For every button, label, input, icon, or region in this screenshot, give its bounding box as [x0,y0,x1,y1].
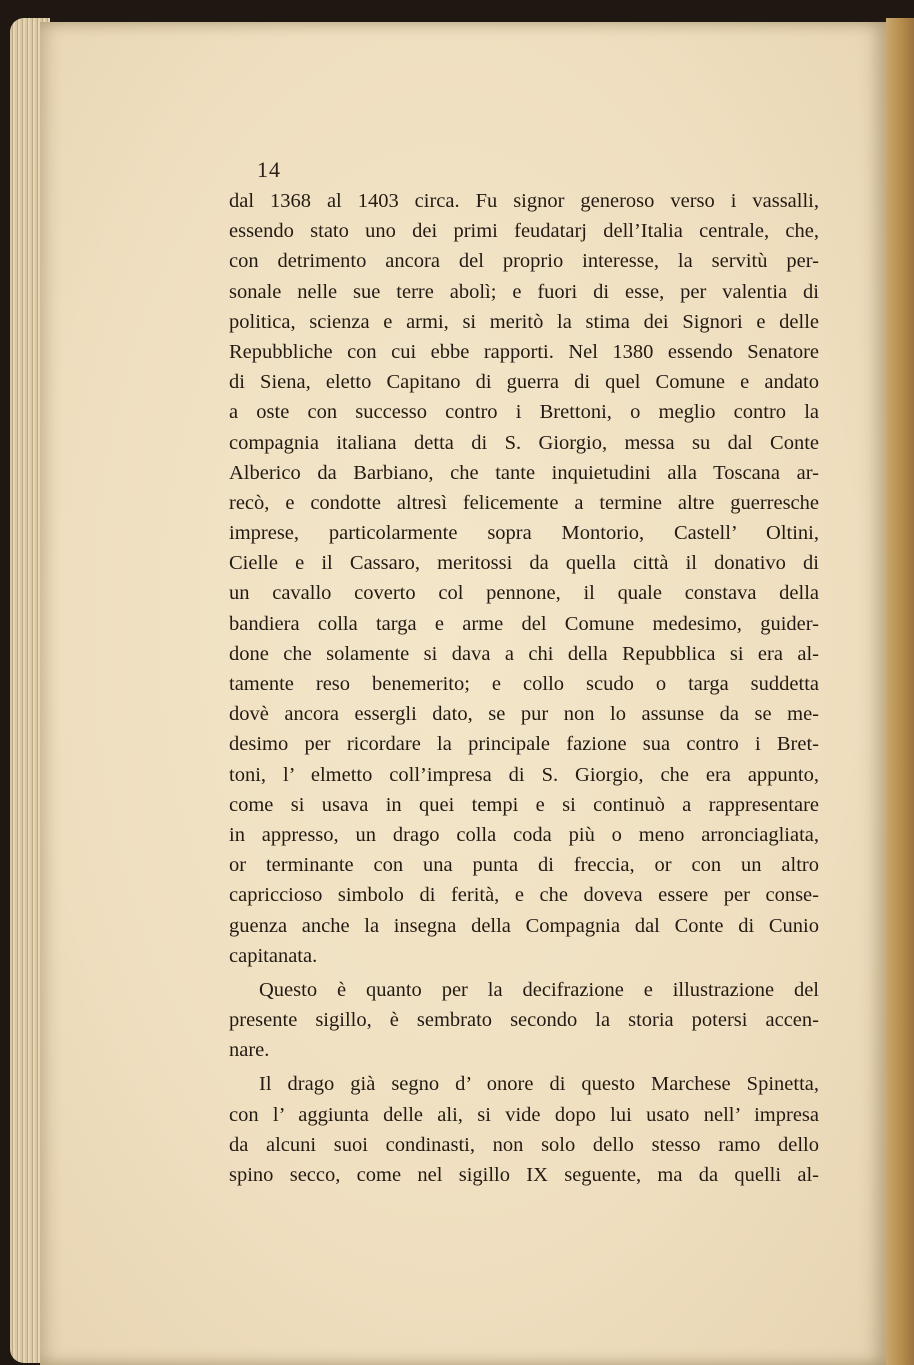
text-line: presente sigillo, è sembrato secondo la storia potersi accen- [229,1009,819,1032]
paragraph-1 [229,186,819,971]
text-line: Cielle e il Cassaro, meritossi da quella città il donativo di [229,552,819,575]
text-line: toni, l’ elmetto coll’impresa di S. Giorgio, che era appunto, [229,763,819,786]
text-line: imprese, particolarmente sopra Montorio, Castell’ Oltini, [229,522,819,545]
text-line: capriccioso simbolo di ferità, e che doveva essere per conse- [229,884,819,907]
text-line: da alcuni suoi condinasti, non solo dello stesso ramo dello [229,1133,819,1156]
paragraph-2 [229,975,819,1066]
text-line: done che solamente si dava a chi della Repubblica si era al- [229,642,819,665]
body-text [229,186,819,1190]
text-line: con detrimento ancora del proprio interesse, la servitù per- [229,250,819,273]
text-line: politica, scienza e armi, si meritò la stima dei Signori e delle [229,310,819,333]
text-line: Questo è quanto per la decifrazione e illustrazione del [259,978,819,1001]
text-line: compagnia italiana detta di S. Giorgio, messa su dal Conte [229,431,819,454]
paragraph-3 [229,1069,819,1190]
text-line: bandiera colla targa e arme del Comune medesimo, guider- [229,612,819,635]
text-line: un cavallo coverto col pennone, il quale constava della [229,582,819,605]
text-line: essendo stato uno dei primi feudatarj dell’Italia centrale, che, [229,220,819,243]
text-line: capitanata. [229,944,318,967]
text-line: tamente reso benemerito; e collo scudo o targa suddetta [229,673,819,695]
text-line: a oste con successo contro i Brettoni, o meglio contro la [229,401,819,424]
text-line: sonale nelle sue terre abolì; e fuori di esse, per valentia di [229,280,819,303]
text-line: spino secco, come nel sigillo IX seguente, ma da quelli al- [229,1164,819,1186]
text-line: desimo per ricordare la principale fazione sua contro i Bret- [229,733,819,756]
text-line: Il drago già segno d’ onore di questo Marchese Spinetta, [259,1073,819,1096]
text-line: in appresso, un drago colla coda più o meno arronciagliata, [229,823,819,846]
text-line: di Siena, eletto Capitano di guerra di quel Comune e andato [229,371,819,394]
text-line: or terminante con una punta di freccia, or con un altro [229,854,819,877]
text-line: Repubbliche con cui ebbe rapporti. Nel 1380 essendo Senatore [229,340,819,363]
next-page-edge [886,18,914,1365]
text-line: Alberico da Barbiano, che tante inquietudini alla Toscana ar- [229,461,819,484]
page-number: 14 [257,157,281,182]
text-line: con l’ aggiunta delle ali, si vide dopo lui usato nell’ impresa [229,1103,819,1126]
text-line: guenza anche la insegna della Compagnia dal Conte di Cunio [229,914,819,937]
text-line: nare. [229,1039,270,1062]
text-line: recò, e condotte altresì felicemente a termine altre guerresche [229,491,819,514]
text-line: dovè ancora essergli dato, se pur non lo assunse da se me- [229,703,819,726]
text-line: come si usava in quei tempi e si continuò a rappresentare [229,793,819,816]
text-line: dal 1368 al 1403 circa. Fu signor generoso verso i vassalli, [229,190,819,212]
